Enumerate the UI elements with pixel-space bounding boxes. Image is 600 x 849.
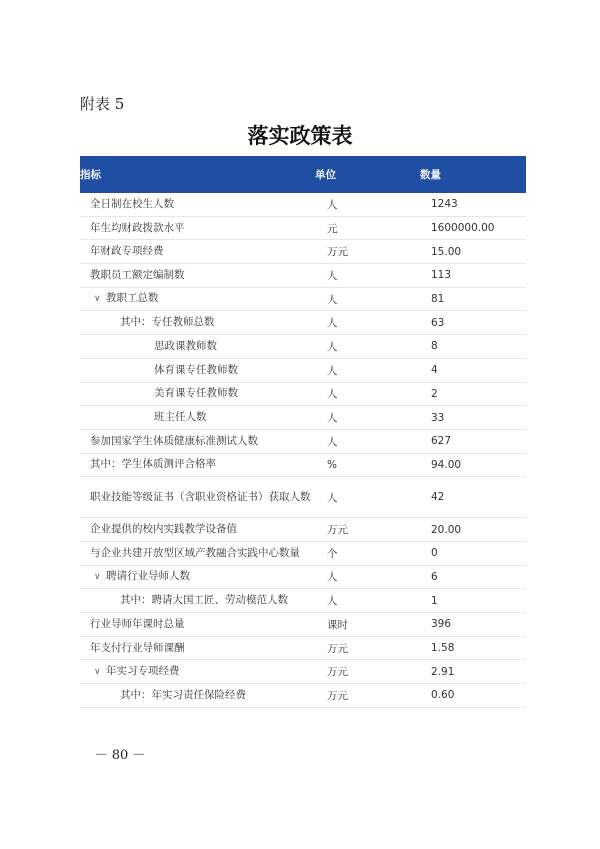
table-row	[80, 477, 526, 518]
table-row	[80, 383, 526, 407]
row-value: 42	[431, 491, 445, 504]
row-value: 1243	[431, 198, 458, 211]
appendix-label: 附表 5	[80, 95, 125, 113]
row-label: 企业提供的校内实践教学设备值	[90, 523, 237, 536]
table-row	[80, 311, 526, 335]
row-unit: 元	[327, 222, 338, 235]
row-value: 396	[431, 618, 452, 631]
row-label: 其中：学生体质测评合格率	[90, 458, 216, 471]
row-unit: 人	[327, 364, 338, 377]
page-number: － 80 －	[94, 748, 146, 763]
table-row	[80, 518, 526, 542]
table-row	[80, 193, 526, 217]
table-header	[80, 156, 526, 193]
table-row	[80, 359, 526, 383]
row-unit: 人	[327, 388, 338, 401]
row-value: 0	[431, 547, 438, 560]
row-label: 年财政专项经费	[90, 245, 164, 258]
row-value: 0.60	[431, 689, 455, 702]
table-row	[80, 637, 526, 661]
row-label: 美育课专任教师数	[154, 387, 238, 400]
row-value: 8	[431, 340, 438, 353]
row-unit: 万元	[327, 524, 348, 537]
row-unit: 万元	[327, 666, 348, 679]
row-unit: 课时	[327, 618, 348, 631]
row-value: 627	[431, 435, 452, 448]
row-unit: 万元	[327, 246, 348, 259]
header-indicator[interactable]: 指标	[80, 169, 101, 181]
row-label: 班主任人数	[154, 411, 207, 424]
row-value: 4	[431, 364, 438, 377]
row-value: 2	[431, 387, 438, 400]
table-row-expandable[interactable]	[80, 288, 526, 312]
table-row	[80, 335, 526, 359]
row-label-cell	[80, 662, 315, 682]
row-unit: 人	[327, 317, 338, 330]
row-unit: 人	[327, 491, 338, 504]
table-row-expandable[interactable]	[80, 660, 526, 684]
row-label: 年生均财政拨款水平	[90, 221, 185, 234]
row-label: 教职员工额定编制数	[90, 268, 185, 281]
row-unit: 人	[327, 340, 338, 353]
row-unit: 人	[327, 269, 338, 282]
header-quantity[interactable]: 数量	[420, 169, 441, 181]
row-unit: 人	[327, 435, 338, 448]
table-row	[80, 217, 526, 241]
row-value: 15.00	[431, 245, 462, 258]
row-label: 其中：聘请大国工匠、劳动模范人数	[120, 594, 288, 607]
table-row	[80, 406, 526, 430]
row-label: 聘请行业导师人数	[106, 569, 190, 582]
row-unit: 人	[327, 293, 338, 306]
policy-table	[80, 156, 526, 708]
row-label: 参加国家学生体质健康标准测试人数	[90, 434, 258, 447]
row-unit: %	[327, 458, 337, 471]
row-unit: 人	[327, 595, 338, 608]
row-label-cell	[80, 289, 315, 309]
row-label: 职业技能等级证书（含职业资格证书）获取人数	[90, 490, 311, 503]
row-value: 1	[431, 594, 438, 607]
chevron-down-icon[interactable]: ∨	[94, 294, 101, 305]
row-value: 1.58	[431, 642, 455, 655]
row-label: 思政课教师数	[154, 339, 217, 352]
row-label: 其中：年实习责任保险经费	[120, 688, 246, 701]
row-value: 63	[431, 316, 445, 329]
row-unit: 人	[327, 571, 338, 584]
row-value: 33	[431, 411, 445, 424]
table-row	[80, 589, 526, 613]
table-row	[80, 454, 526, 478]
header-unit[interactable]: 单位	[315, 169, 336, 181]
row-unit: 万元	[327, 689, 348, 702]
row-value: 113	[431, 269, 452, 282]
row-label: 年实习专项经费	[106, 664, 180, 677]
page-title: 落实政策表	[247, 123, 353, 148]
row-label: 体育课专任教师数	[154, 363, 238, 376]
row-value: 1600000.00	[431, 222, 495, 235]
row-value: 2.91	[431, 665, 455, 678]
row-unit: 个	[327, 547, 338, 560]
table-row	[80, 684, 526, 708]
row-value: 6	[431, 570, 438, 583]
chevron-down-icon[interactable]: ∨	[94, 666, 101, 677]
table-row	[80, 240, 526, 264]
table-row	[80, 542, 526, 566]
row-label: 教职工总数	[106, 292, 159, 305]
table-row	[80, 430, 526, 454]
table-row-expandable[interactable]	[80, 566, 526, 590]
table-row	[80, 613, 526, 637]
row-unit: 万元	[327, 642, 348, 655]
chevron-down-icon[interactable]: ∨	[94, 571, 101, 582]
row-unit: 人	[327, 198, 338, 211]
row-value: 81	[431, 293, 445, 306]
row-label: 与企业共建开放型区域产教融合实践中心数量	[90, 546, 300, 559]
row-label: 其中：专任教师总数	[120, 316, 215, 329]
row-label: 年支付行业导师课酬	[90, 641, 185, 654]
row-label: 全日制在校生人数	[90, 197, 174, 210]
row-value: 20.00	[431, 523, 462, 536]
row-value: 94.00	[431, 458, 462, 471]
row-label: 行业导师年课时总量	[90, 617, 185, 630]
table-row	[80, 264, 526, 288]
row-unit: 人	[327, 412, 338, 425]
row-label-cell	[80, 567, 315, 587]
